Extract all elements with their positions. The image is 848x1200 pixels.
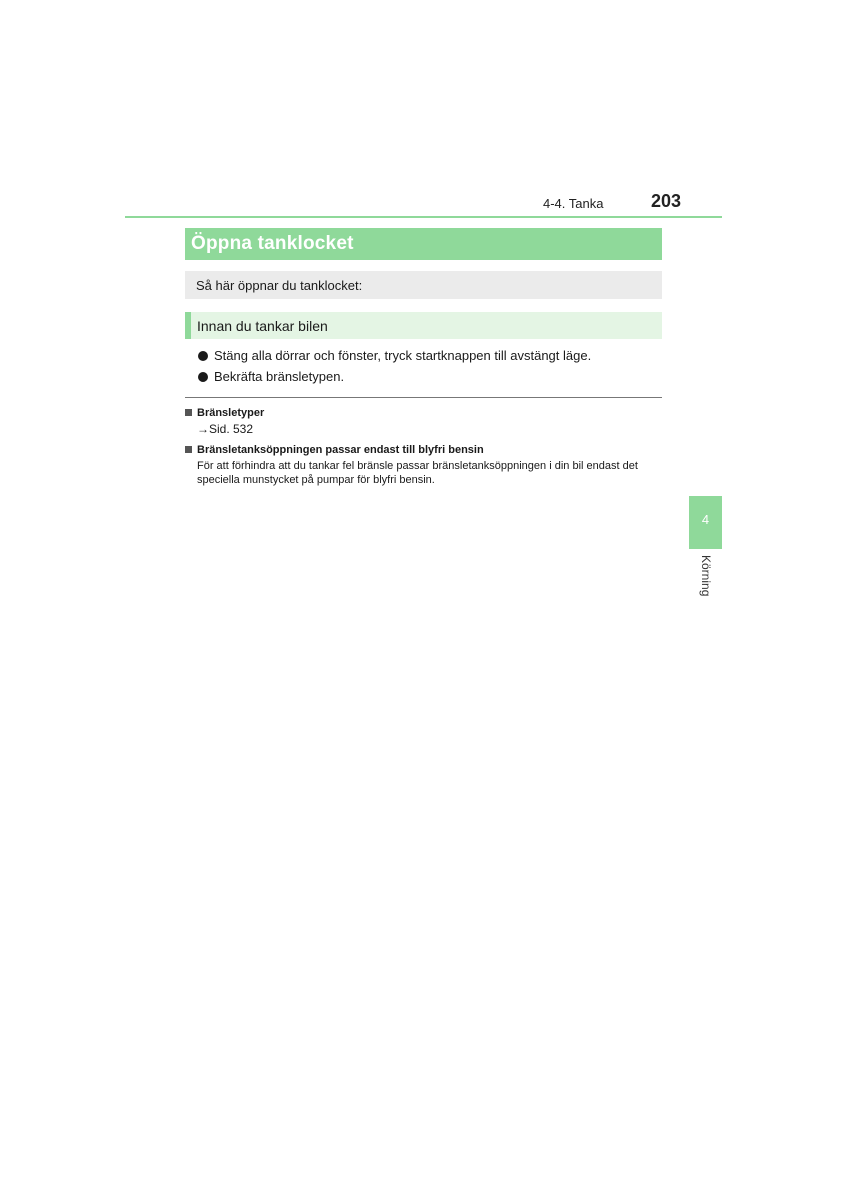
note-heading (185, 405, 662, 420)
notes-divider (185, 397, 662, 398)
subsection-bar (185, 312, 662, 339)
bullet-text: Bekräfta bränsletypen. (214, 369, 345, 384)
square-bullet-icon (185, 409, 192, 416)
bullet-text: Stäng alla dörrar och fönster, tryck startknappen till avstängt läge. (214, 348, 592, 363)
title-bar (185, 228, 662, 260)
subsection-title: Innan du tankar bilen (197, 317, 328, 334)
intro-text: Så här öppnar du tanklocket: (196, 277, 363, 293)
notes-section (185, 405, 662, 492)
bullet-item (198, 366, 662, 387)
note-body: För att förhindra att du tankar fel bränsle passar bränsletanksöppningen i din bil endast det speciella munstycket på pumpar för blyfri bensin. (197, 460, 638, 486)
note-body: →Sid. 532 (197, 422, 254, 436)
chapter-label: Körning (699, 555, 713, 597)
square-bullet-icon (185, 446, 192, 453)
note-heading-text: Bränsletyper (197, 406, 265, 419)
header-section-label: 4-4. Tanka (543, 196, 604, 211)
bullet-dot-icon (198, 351, 208, 361)
note-heading-text: Bränsletanksöppningen passar endast till blyfri bensin (197, 443, 484, 456)
bullet-item (198, 345, 662, 366)
page-title: Öppna tanklocket (191, 233, 354, 254)
bullet-dot-icon (198, 372, 208, 382)
header-rule (125, 216, 722, 218)
page-number: 203 (651, 191, 682, 211)
intro-box (185, 271, 662, 299)
bullet-list (198, 345, 662, 387)
chapter-tab (689, 496, 722, 549)
chapter-number: 4 (701, 512, 710, 527)
note-heading (185, 442, 662, 457)
